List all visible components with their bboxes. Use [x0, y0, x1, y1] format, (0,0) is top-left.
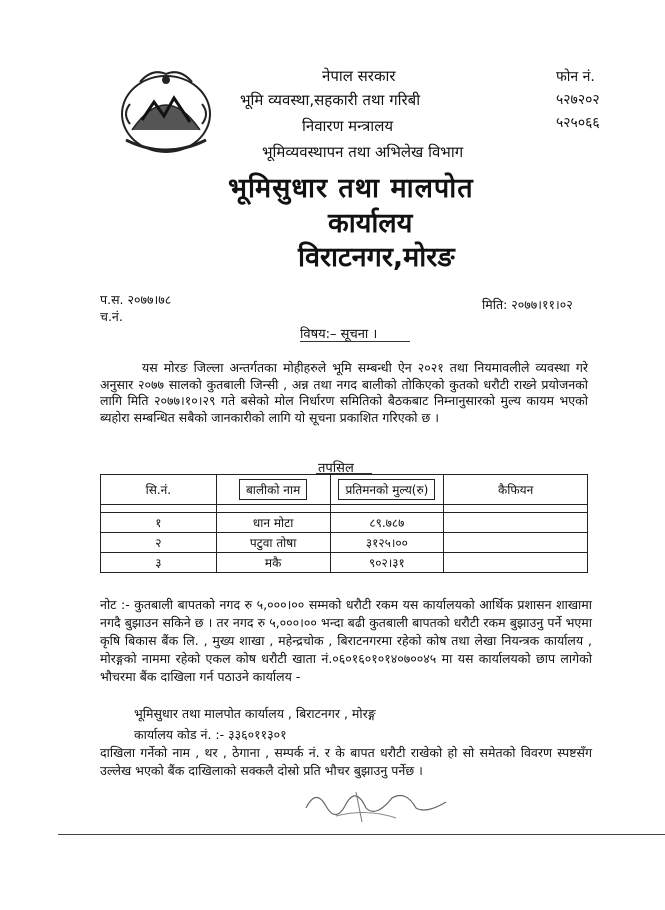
department-name: भूमिव्यवस्थापन तथा अभिलेख विभाग: [262, 143, 464, 161]
government-name: नेपाल सरकार: [322, 67, 396, 85]
table-row: [101, 513, 588, 533]
cell-price: ३१२५।००: [330, 533, 444, 553]
subject-underline: [300, 341, 410, 342]
cell-remarks: [444, 533, 588, 553]
table-row: [101, 533, 588, 553]
issue-date: मिति: २०७७।११।०२: [482, 297, 573, 312]
phone-number-1: ५२७२०२: [556, 92, 600, 108]
final-paragraph: दाखिला गर्नेको नाम , थर , ठेगाना , सम्पर्क नं. र के बापत धरौटी राखेको हो सो समेतको विवरण स्पष्टसँग उल्लेख भएको बैंक दाखिलाको सक्कलै दोस्रो प्रति भौचर बुझाउनु पर्नेछ ।: [100, 745, 592, 778]
cell-crop: मकै: [216, 553, 330, 573]
cell-remarks: [444, 513, 588, 533]
note-paragraph: नोट :- कुतबाली बापतको नगद रु ५,०००।०० सम्मको धरौटी रकम यस कार्यालयको आर्थिक प्रशासन शाखामा नगदै बुझाउन सकिने छ । तर नगद रु ५,०००।०० भन्दा बढी कुतबाली बापतको धरौटी रकम बुझाउनु पर्ने भएमा कृषि बिकास बैंक लि. , मुख्य शाखा , महेन्द्रचोक , बिराटनगरमा रहेको कोष तथा लेखा नियन्त्रक कार्यालय , मोरङ्गको नाममा रहेको एकल कोष धरौटी खाता नं.०६०१६०१०१४०७००४५ मा यस कार्यालयको छाप लागेको भौचरमा बैंक दाखिला गर्न पठाउने कार्यालय -: [100, 597, 592, 684]
bottom-rule: [58, 834, 665, 835]
phone-number-2: ५२५०६६: [556, 115, 600, 131]
subject-line: विषय:– सूचना ।: [300, 327, 378, 342]
dispatch-number: च.नं.: [100, 309, 123, 324]
office-title-line-3: विराटनगर,मोरङ: [298, 242, 455, 273]
table-row: [101, 553, 588, 573]
cell-serial: २: [101, 533, 217, 553]
cell-serial: १: [101, 513, 217, 533]
cell-price: ८९.७८७: [330, 513, 444, 533]
cell-crop: पटुवा तोषा: [216, 533, 330, 553]
cell-remarks: [444, 553, 588, 573]
ref-number: प.स. २०७७।७८: [100, 292, 172, 307]
office-title-line-2: कार्यालय: [328, 208, 413, 239]
header-price-label: प्रतिमनको मुल्य(रु): [338, 479, 435, 500]
phone-label: फोन नं.: [556, 69, 595, 85]
nepal-emblem-icon: [112, 60, 220, 160]
header-price: [330, 475, 444, 505]
header-remarks: कैफियन: [444, 475, 588, 505]
signature-icon: [296, 778, 456, 828]
table-title: तपसिल: [318, 461, 354, 476]
office-title-line-1: भूमिसुधार तथा मालपोत: [228, 173, 474, 204]
office-code: कार्यालय कोड नं. :- ३३६०११३०१: [134, 727, 287, 742]
header-serial: सि.नं.: [101, 475, 217, 505]
cell-serial: ३: [101, 553, 217, 573]
ministry-line-1: भूमि व्यवस्था,सहकारी तथा गरिबी: [240, 91, 421, 109]
phone-block: [556, 66, 600, 135]
cell-crop: धान मोटा: [216, 513, 330, 533]
ministry-line-2: निवारण मन्त्रालय: [302, 117, 394, 135]
office-name: भूमिसुधार तथा मालपोत कार्यालय , बिराटनगर , मोरङ्ग: [134, 706, 376, 721]
price-table: [100, 474, 588, 573]
table-header-row: [101, 475, 588, 505]
cell-price: ९०२।३१: [330, 553, 444, 573]
header-crop-label: बालीको नाम: [239, 479, 307, 500]
header-crop: [216, 475, 330, 505]
table-spacer-row: [101, 505, 588, 513]
body-paragraph: यस मोरङ जिल्ला अन्तर्गतका मोहीहरुले भूमि सम्बन्धी ऐन २०२१ तथा नियमावलीले व्यवस्था गरे अनुसार २०७७ सालको कुतबाली जिन्सी , अन्न तथा नगद बालीको तोकिएको कुतको धरौटी राख्ने प्रयोजनको लागि मिति २०७७।१०।२९ गते बसेको मोल निर्धारण समितिको बैठकबाट निम्नानुसारको मुल्य कायम भएको ब्यहोरा सम्बन्धित सबैको जानकारीको लागि यो सूचना प्रकाशित गरिएको छ ।: [100, 360, 588, 425]
